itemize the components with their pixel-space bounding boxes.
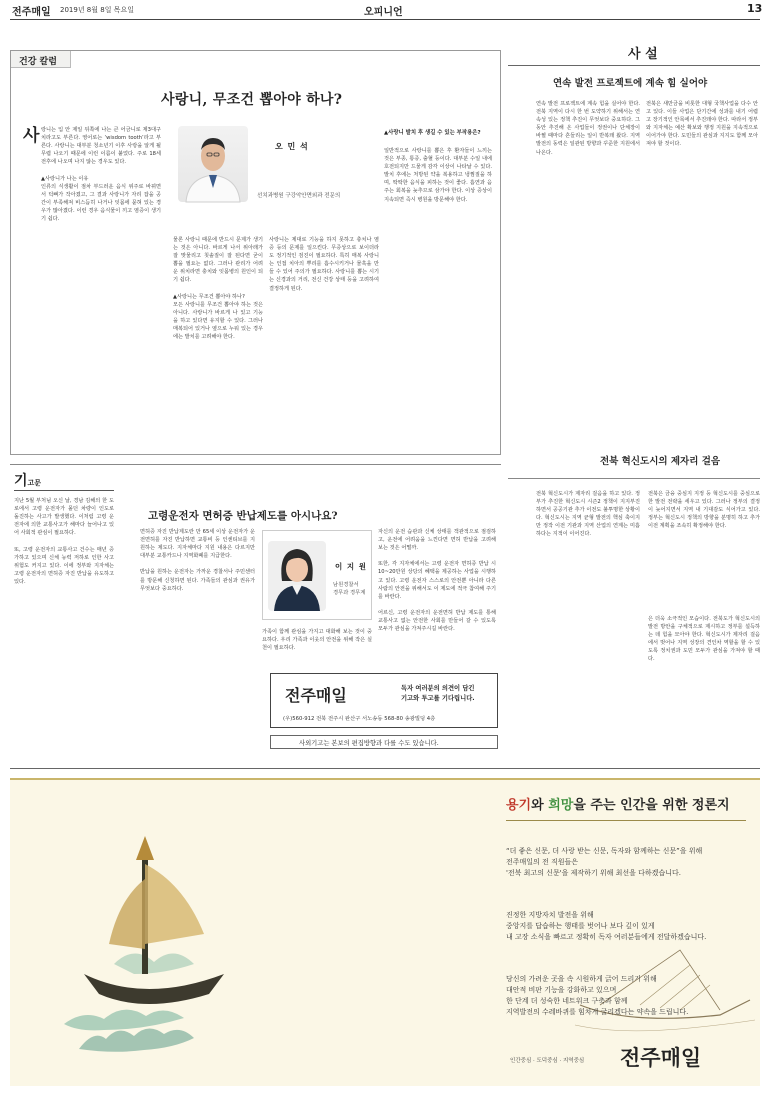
issue-date: 2019년 8월 8일 목요일 xyxy=(60,6,134,14)
promo-para-2: 진정한 지방자치 발전을 위해 중앙지를 답습하는 행태를 벗어나 보다 깊이 있게 내 고장 소식을 빠르고 정확히 독자 여러분들에게 전달하겠습니다. xyxy=(506,911,707,941)
contrib-title: 고령운전자 면허증 반납제도를 아시나요? xyxy=(148,510,338,522)
ad-line-1: 독자 여러분의 의견이 담긴 xyxy=(401,685,475,692)
column-label: 건강 칼럼 xyxy=(11,51,71,68)
promo-title: 용기와 희망을 주는 인간을 위한 정론지 xyxy=(506,798,730,813)
section-name: 오피니언 xyxy=(364,7,403,18)
editorial-2-col-c: 은 더욱 소극적인 모습이다. 전북도가 혁신도시의 발전 방안을 구체적으로 제시하고 정부를 설득하는 데 힘을 모아야 한다. 혁신도시가 제자리 걸음에서 벗어나 지역 성장의 견인차 역할을 할 수 있도록 정치권과 도민 모두가 관심을 가져야 할 때다. xyxy=(648,616,762,663)
column-body-3: 사랑니는 제대로 기능을 하지 못하고 충치나 염증 등의 문제를 일으킨다. 무증상으로 보이더라도 정기적인 검진이 필요하다. 특히 매복 사랑니는 인접 치아의 뿌리를 흡수시키거나 물혹을 만들 수 있어 주의가 필요하다. 사랑니를 뽑는 시기는 신경과의 거리, 전신 건강 상태 등을 고려하여 결정하게 된다. xyxy=(269,237,381,292)
author-photo xyxy=(178,126,248,202)
author-name: 오 민 석 xyxy=(275,142,309,151)
contributor-affiliation: 남원경찰서 경무과 경무계 xyxy=(333,582,366,596)
column-body-2: 물론 사랑니 때문에 반드시 문제가 생기는 것은 아니다. 바르게 나서 위아래가 잘 맞물리고 칫솔질이 잘 된다면 굳이 뽑을 필요는 없다. 그러나 관리가 어려운 위치라면 충치와 잇몸병의 원인이 되기 쉽다. ▲사랑니는 무조건 뽑아야 하나? 모든 사랑니를 무조건 뽑아야 하는 것은 아니다. 사랑니가 바르게 나 있고 기능을 하고 있다면 유지할 수 있다. 그러나 매복되어 있거나 옆으로 누워 있는 경우에는 발치를 고려해야 한다. xyxy=(173,237,263,341)
author-title: 선치과병원 구강악안면외과 전문의 xyxy=(257,193,341,199)
editorial-label: 사 설 xyxy=(628,47,658,62)
header-rule xyxy=(10,19,760,20)
notice-bar: 사외기고는 본보의 편집방향과 다를 수도 있습니다. xyxy=(270,735,498,749)
promo-panel xyxy=(10,778,760,1086)
submission-ad xyxy=(270,673,498,728)
column-title: 사랑니, 무조건 뽑아야 하나? xyxy=(161,92,343,108)
contrib-body-1: 지난 5월 부처님 오신 날, 경남 김해의 한 도로에서 고령 운전자가 몰던 차량이 인도로 돌진하는 사고가 발생했다. 이처럼 고령 운전자에 의한 교통사고가 해마다 늘어나고 있어 사회적 관심이 필요하다. 또, 고령 운전자의 교통사고 건수는 매년 증가하고 있으며 신체 능력 저하로 인한 사고 위험도 커지고 있다. 이에 정부와 지자체는 고령 운전자의 면허증 자진 반납을 유도하고 있다. xyxy=(14,498,114,585)
contrib-label: 기고문 xyxy=(14,473,42,489)
editorial-title-1: 연속 발전 프로젝트에 계속 힘 실어야 xyxy=(553,78,708,89)
ship-illustration-icon xyxy=(24,824,284,1064)
page-number: 13 xyxy=(747,2,763,15)
ad-logo: 전주매일 xyxy=(285,686,347,705)
column-body-1: 랑니는 입 안 제일 뒤쪽에 나는 큰 어금니로 제3대구치라고도 부른다. 영어로는 ‘wisdom tooth’라고 부른다. 사랑니는 대부분 청소년기 이후 사랑을 알게 될 무렵 나오기 때문에 이런 이름이 붙었다. 주로 18세 전후에 나오며 나지 않는 경우도 있다. ▲사랑니가 나는 이유 인류의 식생활이 점차 부드러운 음식 위주로 바뀌면서 턱뼈가 작아졌고, 그 결과 사랑니가 자리 잡을 공간이 부족해져 비스듬히 나거나 잇몸에 묻혀 있는 경우가 많아졌다. 이런 경우 음식물이 끼고 염증이 생기기 쉽다. xyxy=(41,127,161,223)
promo-slogan: 인간중심 · 도덕중심 · 지역중심 xyxy=(510,1058,585,1064)
contributor-photo xyxy=(268,541,326,611)
person-icon xyxy=(178,126,248,202)
promo-logo: 전주매일 xyxy=(620,1045,702,1070)
promo-para-3: 당신의 가려운 곳을 속 시원하게 긁어 드리기 위해 대안적 비판 기능을 강화하고 있으며 한 단계 더 성숙한 네트워크 구축과 함께 지역발전의 수레바퀴를 힘차게 굴리겠다는 약속을 드립니다. xyxy=(506,975,689,1016)
ad-line-2: 기고와 투고를 기다립니다. xyxy=(401,695,475,702)
page-header xyxy=(0,0,770,20)
promo-title-rule xyxy=(506,820,746,821)
editorial-rule xyxy=(508,65,760,66)
column-body-4: 일반적으로 사랑니를 뽑은 후 환자들이 느끼는 것은 부종, 통증, 출혈 등이다. 대부분 수일 내에 호전되지만 드물게 감각 이상이 나타날 수 있다. 발치 후에는 처방된 약을 복용하고 냉찜질을 하며, 딱딱한 음식을 피하는 것이 좋다. 흡연과 음주는 회복을 늦추므로 삼가야 한다. 이상 증상이 지속되면 즉시 병원을 방문해야 한다. xyxy=(384,148,494,203)
contrib-photo-box xyxy=(262,530,372,620)
health-column xyxy=(10,50,501,455)
promo-para-1: “더 좋은 신문, 더 사랑 받는 신문, 독자와 함께하는 신문”을 위해 전주매일의 전 직원들은 '전북 최고의 신문'을 제작하기 위해 최선을 다하겠습니다. xyxy=(506,847,703,877)
contrib-body-3: 가족이 함께 관심을 가지고 대화해 보는 것이 중요하다. 우리 가족과 이웃의 안전을 위해 작은 실천이 필요하다. xyxy=(262,629,372,652)
contributor-name: 이 지 원 xyxy=(335,562,367,571)
contrib-rule-top xyxy=(10,464,501,465)
person-icon xyxy=(268,541,326,611)
masthead-name: 전주매일 xyxy=(12,7,51,18)
ad-address: (우)560-912 전북 전주시 완산구 서노송동 568-80 송광빌딩 4층 xyxy=(283,716,436,722)
editorial-2-col-b: 전북은 금융 중심지 지정 등 혁신도시를 중심으로 한 발전 전략을 세우고 있다. 그러나 정부의 결정이 늦어지면서 지역 내 기대감도 식어가고 있다. 정부는 혁신도시 정책의 방향을 분명히 하고 추가 이전 계획을 조속히 확정해야 한다. xyxy=(648,491,762,530)
editorial-1-col-a: 연속 발전 프로젝트에 계속 힘을 실어야 한다. 전북 지역이 다시 한 번 도약하기 위해서는 연속성 있는 정책 추진이 무엇보다 중요하다. 그동안 추진해 온 사업들이 정권이나 단체장이 바뀔 때마다 흔들리는 일이 반복돼 왔다. 지역 발전의 동력은 일관된 방향과 꾸준한 지원에서 나온다. xyxy=(536,101,642,156)
editorial-section xyxy=(508,40,760,460)
contrib-body-2: 면허증 자진 반납제도란 만 65세 이상 운전자가 운전면허를 자진 반납하면 교통비 등 인센티브를 지원하는 제도다. 지자체마다 지원 내용은 다르지만 대부분 교통카드나 지역화폐를 지급한다. 반납을 원하는 운전자는 가까운 경찰서나 주민센터를 방문해 신청하면 된다. 가족들의 관심과 권유가 무엇보다 중요하다. xyxy=(140,529,255,592)
contrib-label-rule xyxy=(14,490,114,491)
editorial-title-2: 전북 혁신도시의 제자리 걸음 xyxy=(600,456,721,467)
drop-cap: 사 xyxy=(23,126,40,146)
editorial-1-col-b: 전북은 새만금을 비롯한 대형 국책사업을 다수 안고 있다. 이들 사업은 단기간에 성과를 내기 어렵고 장기적인 안목에서 추진돼야 한다. 따라서 정부와 지자체는 예산 확보와 행정 지원을 지속적으로 이어가야 한다. 도민들의 관심과 지지도 함께 모아져야 할 것이다. xyxy=(646,101,760,148)
contrib-rule-bottom xyxy=(10,768,760,769)
editorial-2-col-a: 전북 혁신도시가 제자리 걸음을 하고 있다. 정부가 추진한 혁신도시 시즌2 정책이 지지부진하면서 공공기관 추가 이전도 불투명한 상황이다. 혁신도시는 지역 균형 발전의 핵심 축이지만 정작 이전 기관과 지역 산업의 연계는 미흡하다는 지적이 이어진다. xyxy=(536,491,640,538)
column-subhead: ▲사랑니 발치 후 생길 수 있는 부작용은? xyxy=(384,130,481,136)
editorial-divider xyxy=(508,478,760,479)
contrib-body-4: 자신의 운전 습관과 신체 상태를 객관적으로 점검하고, 운전에 어려움을 느낀다면 면허 반납을 고려해 보는 것은 어떨까. 또한, 각 지자체에서는 고령 운전자 면허증 반납 시 10~20만원 상당의 혜택을 제공하는 사업을 시행하고 있다. 고령 운전자 스스로의 안전뿐 아니라 다른 사람의 안전을 위해서도 이 제도에 적극 참여해 주기를 바란다. 어르신, 고령 운전자의 운전면허 반납 제도를 통해 교통사고 없는 안전한 사회를 만들어 갈 수 있도록 모두가 관심을 가져주시길 바란다. xyxy=(378,529,496,633)
